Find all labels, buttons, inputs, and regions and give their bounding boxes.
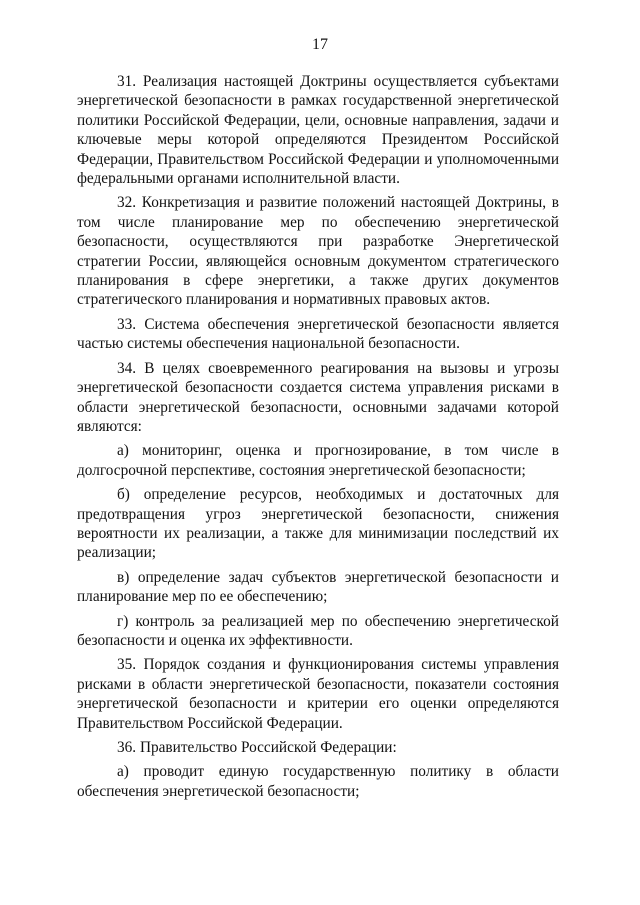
paragraph-35: 35. Порядок создания и функционирования системы управления рисками в области энергетической безопасности, показатели состояния энергетической безопасности и критерии его оценки определяются Правительством Российской Федерации.: [77, 656, 559, 732]
paragraph-34: 34. В целях своевременного реагирования на вызовы и угрозы энергетической безопасности создается система управления рисками в области энергетической безопасности, основными задачами которой являются:: [77, 359, 559, 435]
paragraph-36: 36. Правительство Российской Федерации:: [117, 739, 397, 756]
paragraph-34-v: в) определение задач субъектов энергетической безопасности и планирование мер по ее обеспечению;: [77, 568, 559, 606]
paragraph-32: 32. Конкретизация и развитие положений настоящей Доктрины, в том числе планирование мер по обеспечению энергетической безопасности, осуществляются при разработке Энергетической стратегии России, являющейся основным документом стратегического планирования в сфере энергетики, а также других документов стратегического планирования и нормативных правовых актов.: [77, 194, 559, 309]
paragraph-36-a: а) проводит единую государственную политику в области обеспечения энергетической безопасности;: [77, 763, 559, 800]
paragraph-34-b: б) определение ресурсов, необходимых и достаточных для предотвращения угроз энергетической безопасности, снижения вероятности их реализации, а также для минимизации последствий их реализации;: [77, 486, 559, 562]
page-number: 17: [312, 36, 328, 53]
paragraph-33: 33. Система обеспечения энергетической безопасности является частью системы обеспечения национальной безопасности.: [77, 315, 559, 353]
paragraph-31: 31. Реализация настоящей Доктрины осуществляется субъектами энергетической безопасности в рамках государственной энергетической политики Российской Федерации, цели, основные направления, задачи и ключевые меры которой определяются Президентом Российской Федерации, Правительством Российской Федерации и уполномоченными федеральными органами исполнительной власти.: [77, 73, 559, 188]
document-body: [77, 72, 559, 806]
paragraph-34-g: г) контроль за реализацией мер по обеспечению энергетической безопасности и оценка их эффективности.: [77, 612, 559, 649]
paragraph-34-a: а) мониторинг, оценка и прогнозирование, в том числе в долгосрочной перспективе, состояния энергетической безопасности;: [77, 442, 559, 479]
